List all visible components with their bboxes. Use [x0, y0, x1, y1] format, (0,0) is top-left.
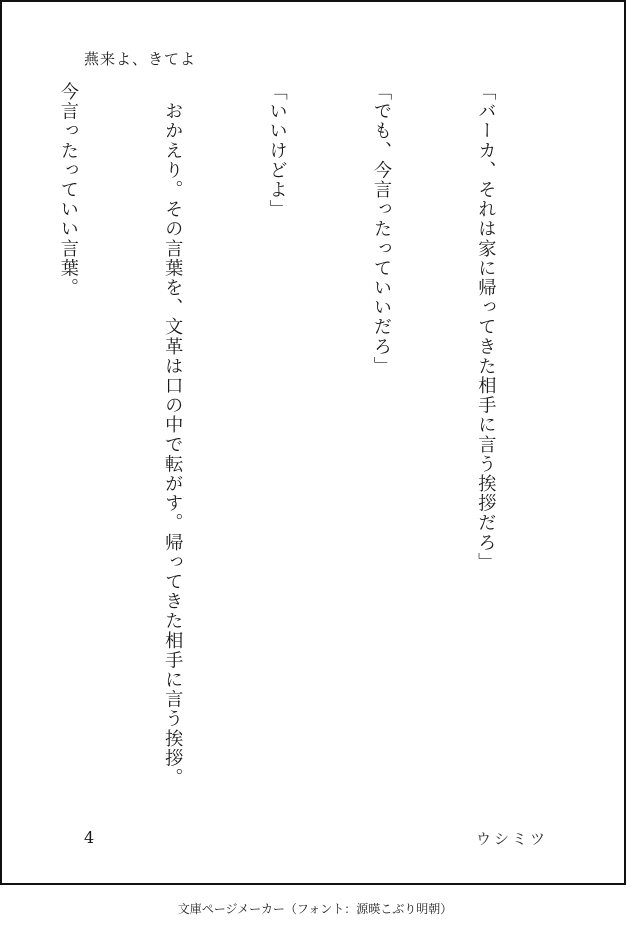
text-line: 今言ったっていい言葉。 [57, 82, 79, 298]
author-name: ウシミツ [475, 830, 548, 848]
running-header-title: 燕来よ、きてよ [84, 50, 197, 68]
vertical-text-body [57, 82, 572, 802]
text-line: 「いいけどよ」 [266, 82, 288, 220]
text-line: 「でも、今言ったっていいだろ」 [371, 82, 393, 376]
generator-caption: 文庫ページメーカー（フォント：源暎こぶり明朝） [177, 902, 453, 916]
page-number: 4 [84, 828, 95, 847]
text-line: おかえり。その言葉を、文革は口の中で転がす。帰ってきた相手に言う挨拶。 [162, 82, 184, 788]
text-line: 「バーカ、それは家に帰ってきた相手に言う挨拶だろ」 [475, 82, 497, 572]
